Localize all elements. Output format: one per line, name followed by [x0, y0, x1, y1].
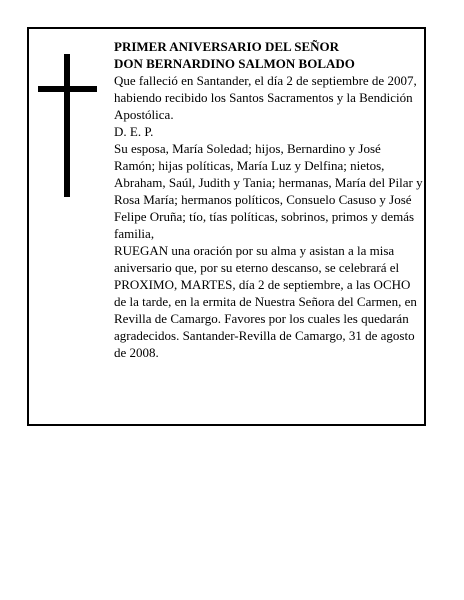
sacraments-line: habiendo recibido los Santos Sacramentos y la Bendición Apostólica.: [114, 90, 413, 122]
cross-vertical-bar: [64, 54, 70, 197]
dep-line: D. E. P.: [114, 124, 154, 139]
heading-line-1: PRIMER ANIVERSARIO DEL SEÑOR: [114, 39, 340, 54]
heading-line-2: DON BERNARDINO SALMON BOLADO: [114, 56, 355, 71]
cross-horizontal-bar: [38, 86, 97, 92]
request-paragraph: RUEGAN una oración por su alma y asistan a la misa aniversario que, por su eterno descanso, se celebrará el PROXIMO, MARTES, día 2 de septiembre, a las OCHO de la tarde, en la ermita de Nuestra Señora del Carmen, en Revilla de Camargo. Favores por los cuales les quedarán agradecidos. Santander-Revilla de Camargo, 31 de agosto de 2008.: [114, 243, 417, 360]
family-paragraph: Su esposa, María Soledad; hijos, Bernardino y José Ramón; hijas políticas, María Luz y Delfina; nietos, Abraham, Saúl, Judith y Tania; hermanas, María del Pilar y Rosa María; hermanos políticos, Consuelo Casuso y José Felipe Oruña; tío, tías políticas, sobrinos, primos y demás familia,: [114, 141, 423, 241]
notice-text: [114, 38, 424, 361]
death-line: Que falleció en Santander, el día 2 de septiembre de 2007,: [114, 73, 417, 88]
